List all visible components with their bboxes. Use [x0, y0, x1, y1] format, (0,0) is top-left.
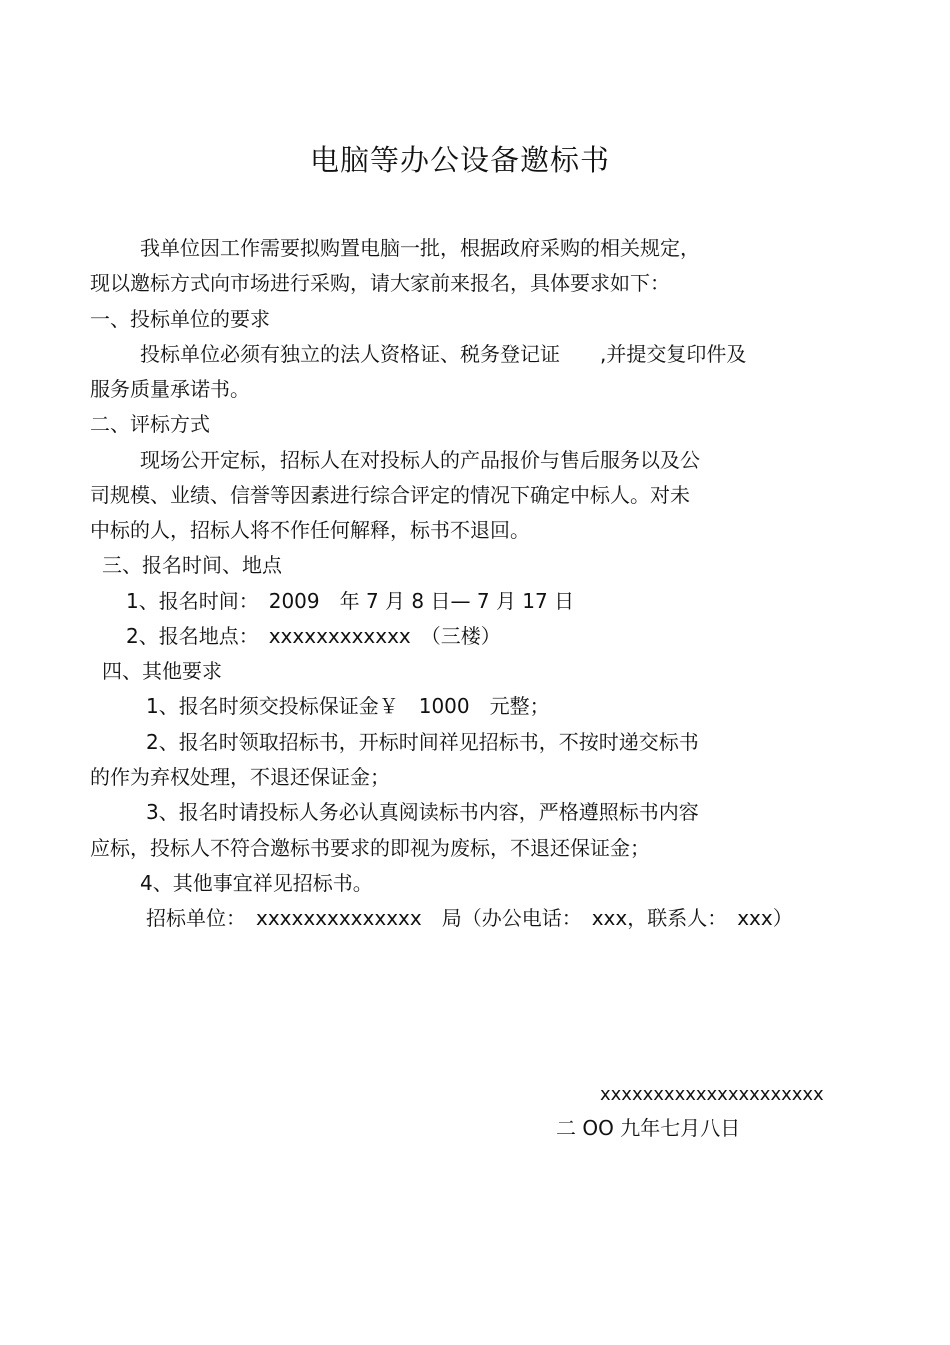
- requirement-2-line-2: 的作为弃权处理，不退还保证金；: [90, 765, 390, 789]
- intro-line-2: 现以邀标方式向市场进行采购，请大家前来报名，具体要求如下：: [90, 271, 670, 295]
- requirement-4: 4、其他事宜祥见招标书。: [140, 871, 373, 895]
- section2-line-3: 中标的人，招标人将不作任何解释，标书不退回。: [90, 518, 530, 542]
- tendering-unit-contact: 招标单位： xxxxxxxxxxxxxx 局（办公电话： xxx，联系人： xxx）: [146, 906, 793, 930]
- document-title: 电脑等办公设备邀标书: [309, 143, 610, 177]
- requirement-1: 1、报名时须交投标保证金￥ 1000 元整；: [146, 694, 550, 718]
- registration-time: 1、报名时间： 2009 年 7 月 8 日— 7 月 17 日: [126, 589, 575, 613]
- section1-line-1: 投标单位必须有独立的法人资格证、税务登记证 ,并提交复印件及: [140, 342, 747, 366]
- signature-organization: xxxxxxxxxxxxxxxxxxxxx: [600, 1084, 824, 1105]
- section2-line-2: 司规模、业绩、信誉等因素进行综合评定的情况下确定中标人。对未: [90, 483, 690, 507]
- requirement-3-line-2: 应标，投标人不符合邀标书要求的即视为废标，不退还保证金；: [90, 836, 650, 860]
- section1-line-2: 服务质量承诺书。: [90, 377, 250, 401]
- section-heading-2: 二、评标方式: [90, 412, 210, 436]
- registration-location: 2、报名地点： xxxxxxxxxxxx （三楼）: [126, 624, 501, 648]
- section-heading-3: 三、报名时间、地点: [102, 553, 282, 577]
- intro-line-1: 我单位因工作需要拟购置电脑一批，根据政府采购的相关规定，: [140, 236, 700, 260]
- section-heading-1: 一、投标单位的要求: [90, 307, 270, 331]
- requirement-2-line-1: 2、报名时领取招标书，开标时间祥见招标书，不按时递交标书: [146, 730, 699, 754]
- signature-date: 二 OO 九年七月八日: [556, 1116, 741, 1140]
- requirement-3-line-1: 3、报名时请投标人务必认真阅读标书内容，严格遵照标书内容: [146, 800, 699, 824]
- section-heading-4: 四、其他要求: [102, 659, 222, 683]
- section2-line-1: 现场公开定标，招标人在对投标人的产品报价与售后服务以及公: [140, 448, 700, 472]
